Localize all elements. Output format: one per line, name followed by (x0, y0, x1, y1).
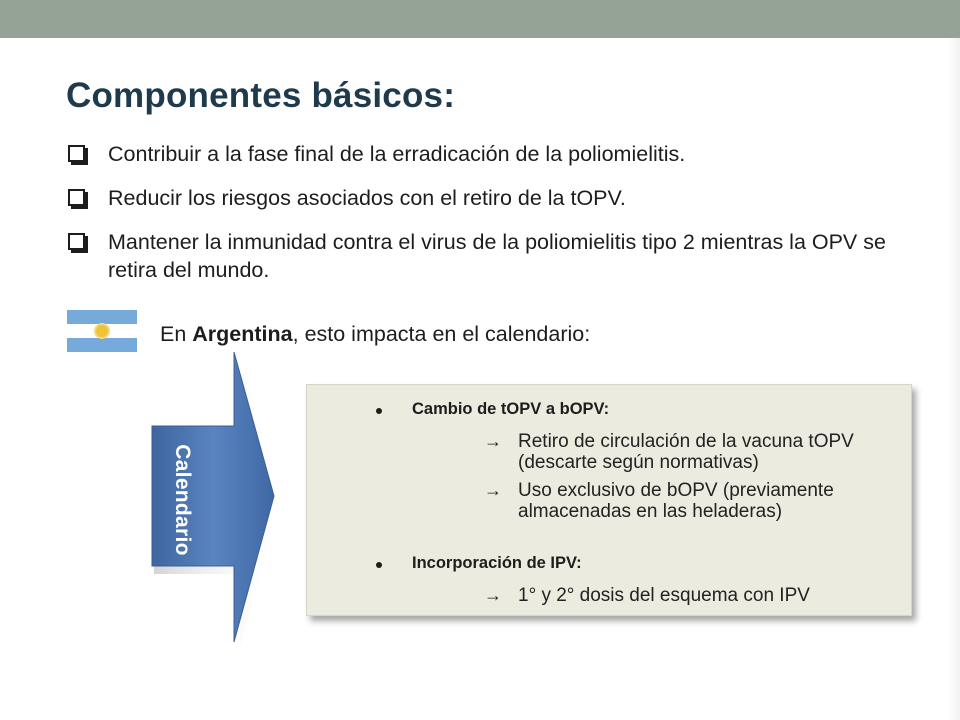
panel-heading: Incorporación de IPV: (412, 554, 582, 572)
right-edge-shadow (948, 38, 960, 720)
bullet-item (66, 228, 906, 284)
panel-subitem (484, 431, 894, 473)
checkbox-bullet-icon (68, 233, 85, 250)
panel-subitem (484, 585, 894, 606)
bullet-item (66, 140, 906, 168)
bullet-item (66, 184, 906, 212)
sun-of-may-icon (96, 325, 108, 337)
panel-subitem (484, 480, 894, 522)
bullet-text: Mantener la inmunidad contra el virus de la poliomielitis tipo 2 mientras la OPV se retira del mundo. (108, 230, 886, 282)
bullet-list (66, 140, 906, 300)
calendar-label-text: Calendario (171, 444, 194, 556)
panel-heading: Cambio de tOPV a bOPV: (412, 400, 610, 418)
bullet-text: Contribuir a la fase final de la erradicación de la poliomielitis. (108, 142, 686, 166)
panel-subitem-text: Uso exclusivo de bOPV (previamente almacenadas en las heladeras) (518, 480, 834, 522)
argentina-flag-icon (67, 310, 137, 352)
top-decorative-band (0, 0, 960, 38)
panel-subitem-text: 1° y 2° dosis del esquema con IPV (518, 585, 810, 606)
argentina-country: Argentina (192, 322, 293, 346)
arrow-right-icon: → (484, 480, 502, 500)
arrow-right-icon: → (484, 585, 502, 605)
argentina-prefix: En (160, 322, 193, 346)
checkbox-bullet-icon (68, 145, 85, 162)
bullet-dot-icon (376, 562, 382, 568)
argentina-statement (160, 322, 590, 347)
bullet-text: Reducir los riesgos asociados con el retiro de la tOPV. (108, 186, 626, 210)
argentina-suffix: , esto impacta en el calendario: (292, 322, 591, 346)
slide-title: Componentes básicos: (66, 76, 456, 115)
bullet-dot-icon (376, 408, 382, 414)
calendar-arrow-label (160, 430, 204, 570)
checkbox-bullet-icon (68, 189, 85, 206)
panel-subitem-text: Retiro de circulación de la vacuna tOPV (descarte según normativas) (518, 431, 854, 473)
arrow-right-icon: → (484, 431, 502, 451)
